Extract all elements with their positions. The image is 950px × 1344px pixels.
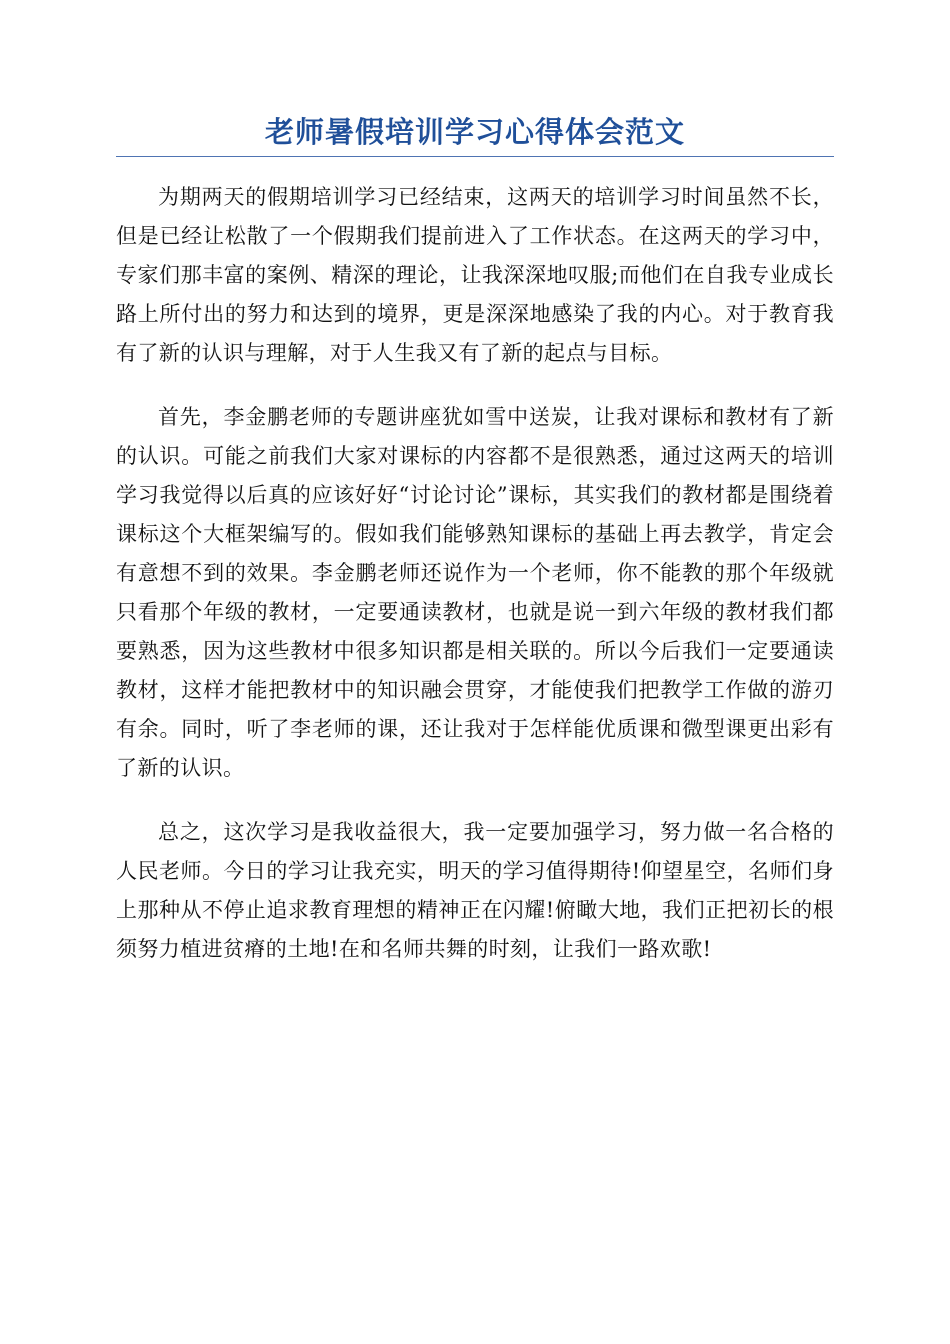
paragraph-1: 为期两天的假期培训学习已经结束，这两天的培训学习时间虽然不长，但是已经让松散了一个假期我们提前进入了工作状态。在这两天的学习中，专家们那丰富的案例、精深的理论，让我深深地叹服;而他们在自我专业成长路上所付出的努力和达到的境界，更是深深地感染了我的内心。对于教育我有了新的认识与理解，对于人生我又有了新的起点与目标。 — [116, 185, 834, 365]
document-body — [116, 178, 834, 994]
paragraph-3: 总之，这次学习是我收益很大，我一定要加强学习，努力做一名合格的人民老师。今日的学习让我充实，明天的学习值得期待!仰望星空，名师们身上那种从不停止追求教育理想的精神正在闪耀!俯瞰大地，我们正把初长的根须努力植进贫瘠的土地!在和名师共舞的时刻，让我们一路欢歌! — [116, 820, 834, 961]
title-block — [116, 112, 834, 157]
document-title: 老师暑假培训学习心得体会范文 — [264, 115, 685, 149]
paragraph-2: 首先，李金鹏老师的专题讲座犹如雪中送炭，让我对课标和教材有了新的认识。可能之前我们大家对课标的内容都不是很熟悉，通过这两天的培训学习我觉得以后真的应该好好“讨论讨论”课标，其实我们的教材都是围绕着课标这个大框架编写的。假如我们能够熟知课标的基础上再去教学，肯定会有意想不到的效果。李金鹏老师还说作为一个老师，你不能教的那个年级就只看那个年级的教材，一定要通读教材，也就是说一到六年级的教材我们都要熟悉，因为这些教材中很多知识都是相关联的。所以今后我们一定要通读教材，这样才能把教材中的知识融会贯穿，才能使我们把教学工作做的游刃有余。同时，听了李老师的课，还让我对于怎样能优质课和微型课更出彩有了新的认识。 — [116, 405, 834, 780]
